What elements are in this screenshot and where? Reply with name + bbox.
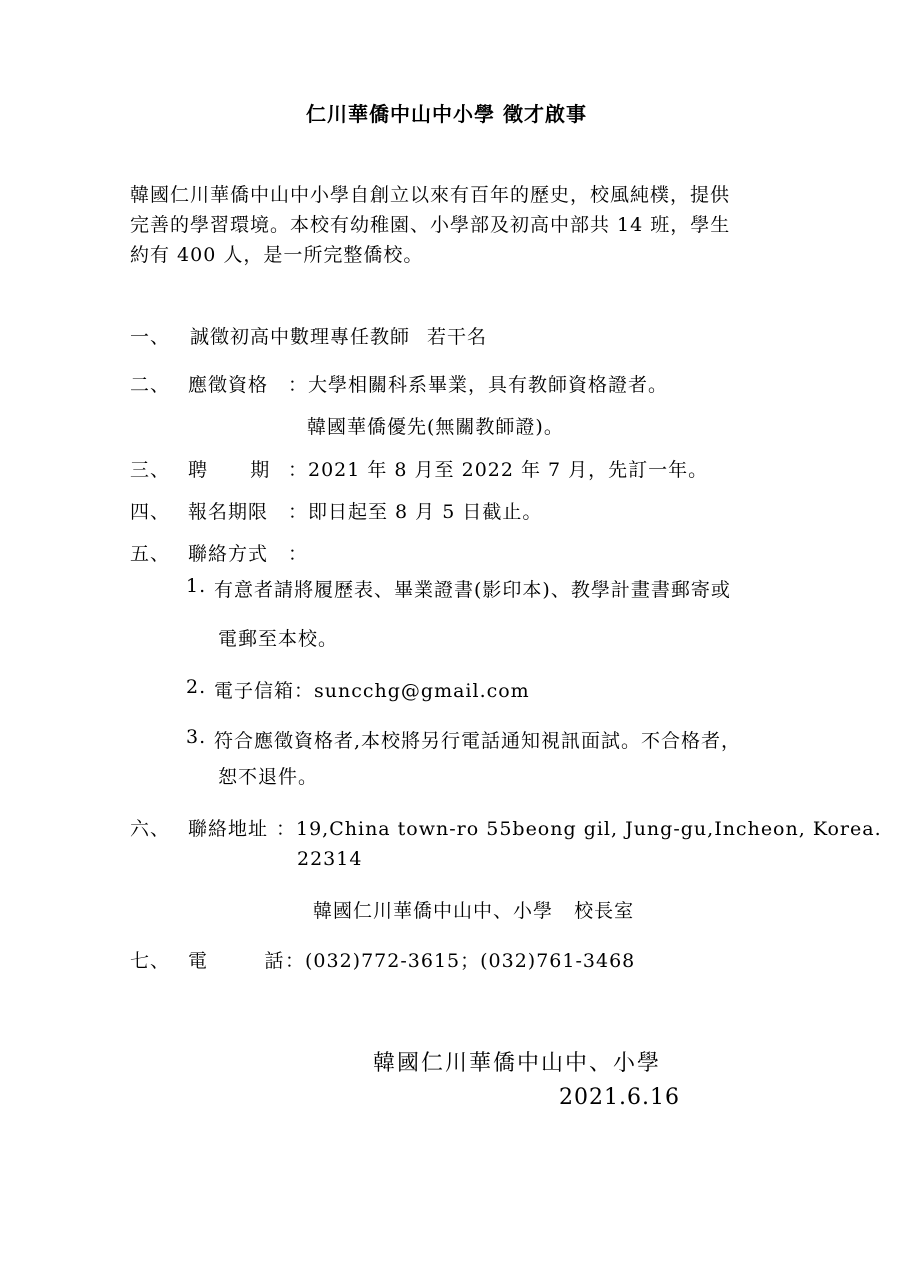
section-label: 聯絡方式 (188, 543, 269, 565)
section-label: 誠徵初高中數理專任教師 (190, 326, 411, 348)
signature-date: 2021.6.16 (559, 1085, 680, 1110)
section-value: ： (288, 543, 309, 565)
contact-item-number: 3. (186, 726, 207, 748)
section-value: ：即日起至 8 月 5 日截止。 (288, 501, 543, 523)
contact-item-number: 2. (186, 676, 207, 698)
section-number: 五、 (130, 543, 171, 565)
section-value: ：大學相關科系畢業，具有教師資格證者。 (288, 374, 669, 396)
section-number: 一、 (130, 326, 171, 348)
section-number: 四、 (130, 501, 171, 523)
section-value-extra: 韓國華僑優先(無關教師證)。 (307, 416, 564, 438)
section-value: 若干名 (427, 326, 488, 348)
intro-line: 約有 400 人，是一所完整僑校。 (130, 244, 424, 266)
section-value: ：19,China town-ro 55beong gil, Jung-gu,Incheon, Korea. (276, 818, 882, 840)
section-number: 七、 (130, 950, 171, 972)
section-value: ：(032)772-3615；(032)761-3468 (285, 950, 636, 972)
postcode: 22314 (297, 848, 363, 870)
section-label: 聘 期 (188, 459, 271, 481)
section-label: 聯絡地址 (188, 818, 269, 840)
section-number: 三、 (130, 459, 171, 481)
section-label: 應徵資格 (188, 374, 269, 396)
intro-line: 完善的學習環境。本校有幼稚園、小學部及初高中部共 14 班，學生 (130, 214, 731, 236)
section-number: 二、 (130, 374, 171, 396)
contact-item-text: 符合應徵資格者,本校將另行電話通知視訊面試。不合格者， (214, 730, 742, 752)
contact-item-continuation: 恕不退件。 (218, 766, 319, 788)
section-label: 報名期限 (188, 501, 269, 523)
contact-item-number: 1. (186, 575, 207, 597)
contact-item-text: 電子信箱：suncchg@gmail.com (214, 680, 530, 702)
section-number: 六、 (130, 818, 171, 840)
page-title: 仁川華僑中山中小學 徵才啟事 (306, 102, 587, 126)
section-value: ：2021 年 8 月至 2022 年 7 月，先訂一年。 (288, 459, 709, 481)
signature-school: 韓國仁川華僑中山中、小學 (373, 1051, 662, 1076)
office-name: 韓國仁川華僑中山中、小學 校長室 (313, 900, 635, 922)
contact-item-continuation: 電郵至本校。 (218, 628, 339, 650)
intro-line: 韓國仁川華僑中山中小學自創立以來有百年的歷史，校風純樸，提供 (130, 184, 731, 206)
contact-item-text: 有意者請將履歷表、畢業證書(影印本)、教學計畫書郵寄或 (214, 579, 731, 601)
section-label: 電 話 (188, 950, 285, 972)
